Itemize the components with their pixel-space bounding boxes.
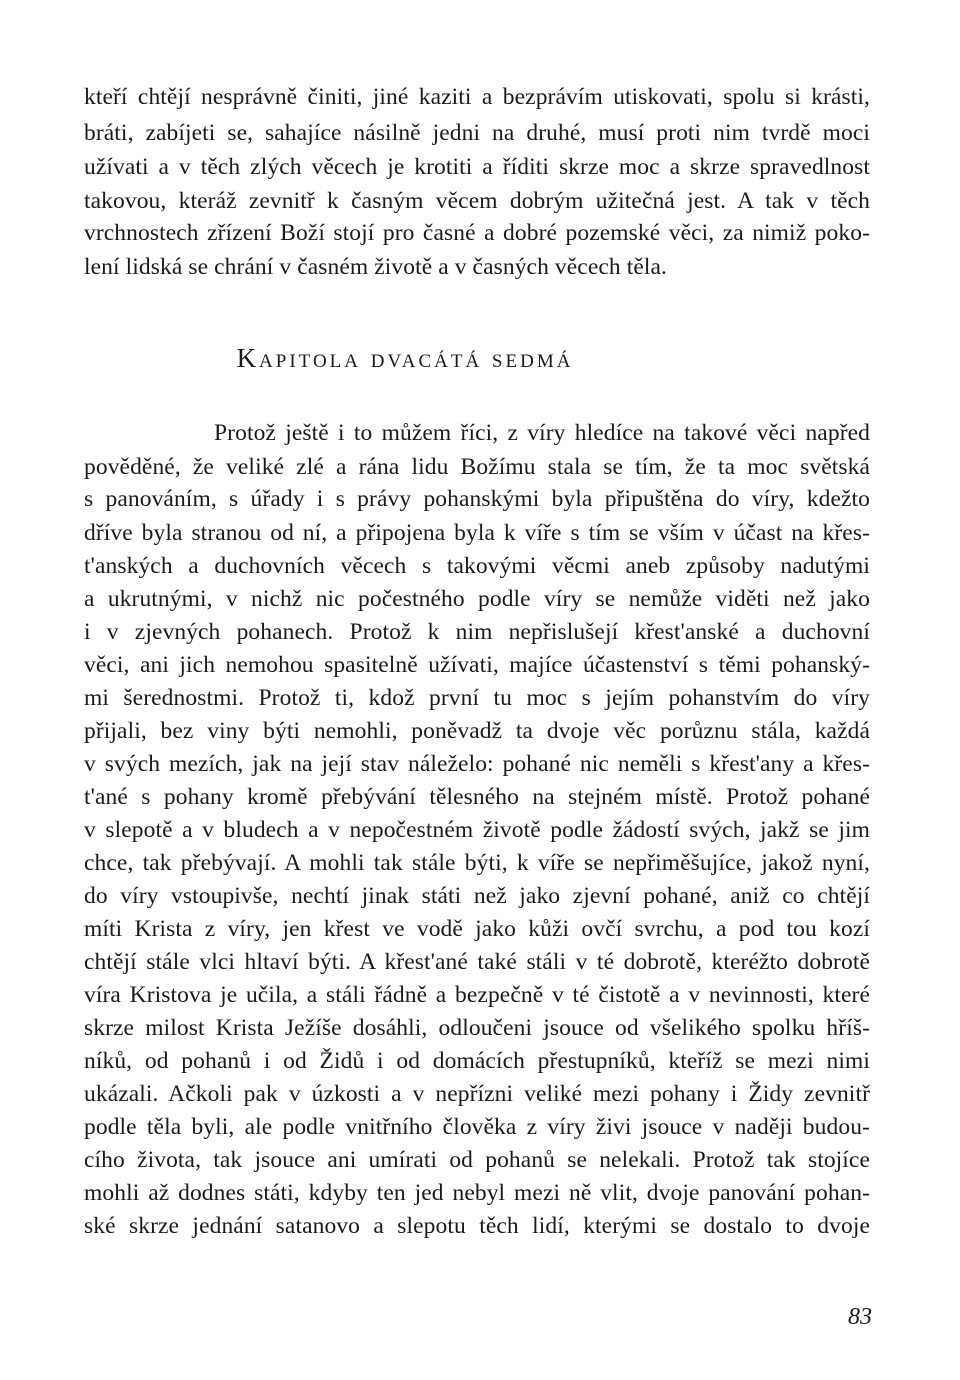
text-line: mi šerednostmi. Protož ti, kdož první tu moc s jejím pohanstvím do víry	[84, 685, 870, 711]
text-line: kteří chtějí nesprávně činiti, jiné kaziti a bezprávím utiskovati, spolu si krásti,	[84, 84, 870, 110]
text-line: užívati a v těch zlých věcech je krotiti a říditi skrze moc a skrze spravedlnost	[84, 154, 870, 180]
text-line: t'ané s pohany kromě přebývání tělesného na stejném místě. Protož pohané	[84, 784, 870, 810]
text-line: vrchnostech zřízení Boží stojí pro časné a dobré pozemské věci, za nimiž poko-	[84, 220, 870, 246]
text-line: ské skrze jednání satanovo a slepotu těch lidí, kterými se dostalo to dvoje	[84, 1213, 870, 1239]
chapter-heading-text: Kapitola dvacátá sedmá	[236, 343, 574, 373]
text-line: níků, od pohanů i od Židů i od domácích přestupníků, kteříž se mezi nimi	[84, 1048, 870, 1074]
text-line: skrze milost Krista Ježíše dosáhli, odloučeni jsouce od všelikého spolku hříš-	[84, 1015, 870, 1041]
text-line: a ukrutnými, v nichž nic počestného podle víry se nemůže viděti než jako	[84, 586, 870, 612]
text-line: chtějí stále vlci hltaví býti. A křest'ané také stáli v té dobrotě, kteréžto dobrotě	[84, 949, 870, 975]
text-line: v slepotě a v bludech a v nepočestném životě podle žádostí svých, jakž se jim	[84, 817, 870, 843]
text-line: dříve byla stranou od ní, a připojena byla k víře s tím se vším v účast na křes-	[84, 520, 870, 546]
text-line: v svých mezích, jak na její stav náleželo: pohané nic neměli s křest'any a křes-	[84, 751, 870, 777]
text-line: podle těla byli, ale podle vnitřního člověka z víry živi jsouce v naději budou-	[84, 1114, 870, 1140]
text-line: míti Krista z víry, jen křest ve vodě jako kůži ovčí svrchu, a pod tou kozí	[84, 916, 870, 942]
text-line: bráti, zabíjeti se, sahajíce násilně jedni na druhé, musí proti nim tvrdě moci	[84, 120, 870, 146]
text-line: takovou, kteráž zevnitř k časným věcem dobrým užitečná jest. A tak v těch	[84, 188, 870, 214]
text-line: Protož ještě i to můžem říci, z víry hledíce na takové věci napřed	[214, 420, 870, 446]
text-line: ukázali. Ačkoli pak v úzkosti a v nepřízni veliké mezi pohany i Židy zevnitř	[84, 1081, 870, 1107]
text-line: s panováním, s úřady i s právy pohanskými byla připuštěna do víry, kdežto	[84, 486, 870, 512]
text-line: do víry vstoupivše, nechtí jinak státi než jako zjevní pohané, aniž co chtějí	[84, 883, 870, 909]
text-line: i v zjevných pohanech. Protož k nim nepřislušejí křest'anské a duchovní	[84, 619, 870, 645]
chapter-heading	[0, 340, 960, 376]
text-line: přijali, bez viny býti nemohli, poněvadž ta dvoje věc porůznu stála, každá	[84, 718, 870, 744]
text-line: mohli až dodnes státi, kdyby ten jed nebyl mezi ně vlit, dvoje panování pohan-	[84, 1180, 870, 1206]
page-number: 83	[848, 1304, 872, 1330]
text-line: pověděné, že veliké zlé a rána lidu Božímu stala se tím, že ta moc světská	[84, 454, 870, 480]
text-line: chce, tak přebývají. A mohli tak stále býti, k víře se nepřiměšujíce, jakož nyní,	[84, 850, 870, 876]
text-line: věci, ani jich nemohou spasitelně užívati, majíce účastenství s těmi pohanský-	[84, 652, 870, 678]
text-line: lení lidská se chrání v časném životě a v časných věcech těla.	[84, 254, 668, 280]
text-line: t'anských a duchovních věcech s takovými věcmi aneb způsoby nadutými	[84, 553, 870, 579]
text-line: víra Kristova je učila, a stáli řádně a bezpečně v té čistotě a v nevinnosti, které	[84, 982, 870, 1008]
text-line: cího života, tak jsouce ani umírati od pohanů se nelekali. Protož tak stojíce	[84, 1147, 870, 1173]
